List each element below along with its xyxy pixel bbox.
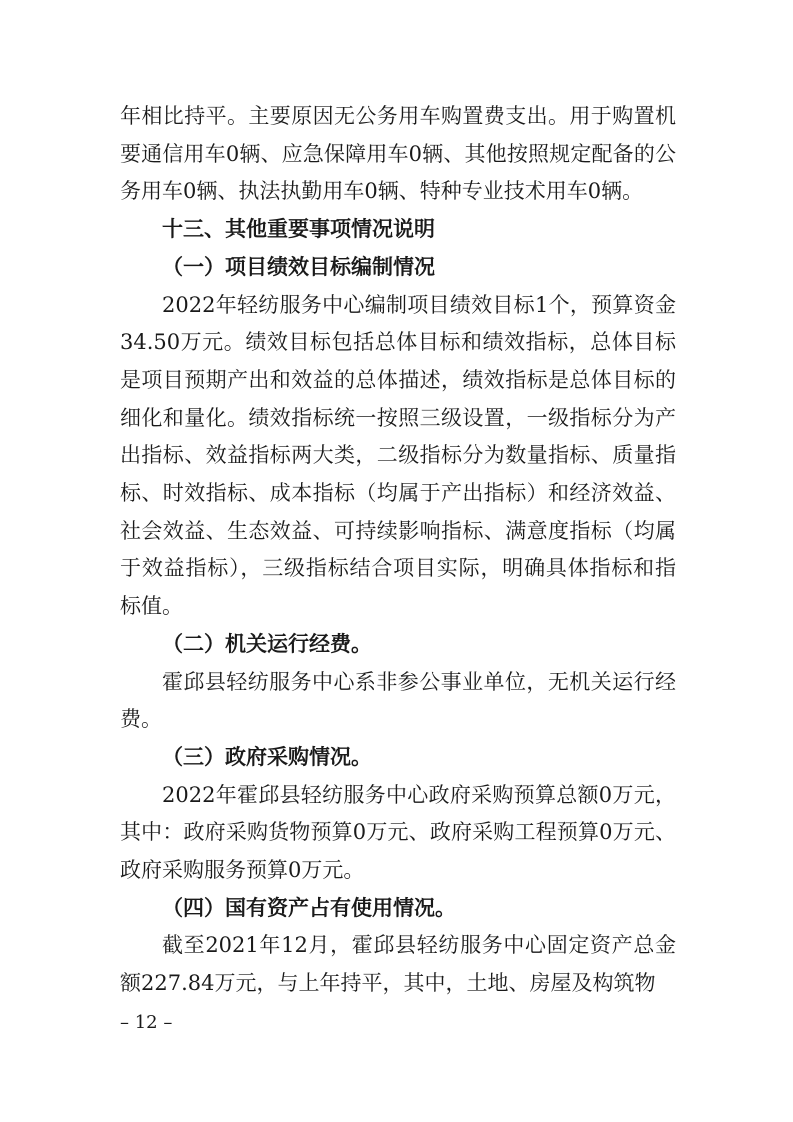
subsection-heading-performance-goals: （一）项目绩效目标编制情况	[162, 254, 435, 279]
section-heading-other-matters: 十三、其他重要事项情况说明	[162, 217, 435, 242]
paragraph-vehicle-summary: 年相比持平。主要原因无公务用车购置费支出。用于购置机要通信用车0辆、应急保障用车0辆、其他按照规定配备的公务用车0辆、执法执勤用车0辆、特种专业技术用车0辆。	[120, 104, 676, 204]
paragraph-performance-goals: 2022年轻纺服务中心编制项目绩效目标1个，预算资金34.50万元。绩效目标包括总体目标和绩效指标，总体目标是项目预期产出和效益的总体描述，绩效指标是总体目标的细化和量化。绩效指标统一按照三级设置，一级指标分为产出指标、效益指标两大类，二级指标分为数量指标、质量指标、时效指标、成本指标（均属于产出指标）和经济效益、社会效益、生态效益、可持续影响指标、满意度指标（均属于效益指标），三级指标结合项目实际，明确具体指标和指标值。	[120, 292, 676, 619]
paragraph-procurement: 2022年霍邱县轻纺服务中心政府采购预算总额0万元，其中：政府采购货物预算0万元、政府采购工程预算0万元、政府采购服务预算0万元。	[120, 782, 676, 883]
subsection-heading-operating-funds: （二）机关运行经费。	[162, 631, 372, 656]
subsection-heading-state-assets: （四）国有资产占有使用情况。	[162, 895, 456, 920]
paragraph-operating-funds: 霍邱县轻纺服务中心系非参公事业单位，无机关运行经费。	[120, 669, 676, 732]
paragraph-state-assets: 截至2021年12月，霍邱县轻纺服务中心固定资产总金额227.84万元，与上年持平，其中，土地、房屋及构筑物	[120, 933, 676, 996]
subsection-heading-procurement: （三）政府采购情况。	[162, 744, 372, 769]
document-body	[120, 98, 676, 1003]
page-number: – 12 –	[120, 1012, 173, 1033]
